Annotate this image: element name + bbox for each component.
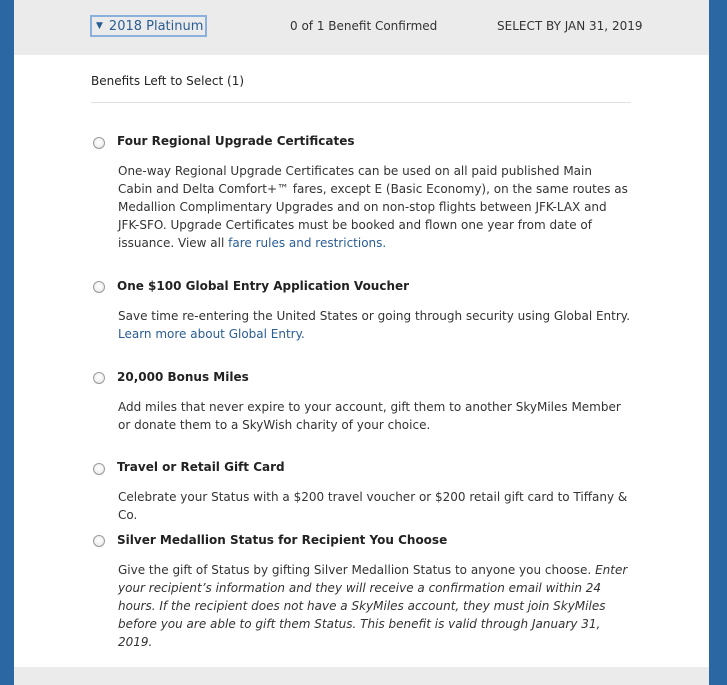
caret-down-icon: ▼ — [96, 21, 103, 31]
fare-rules-link[interactable]: fare rules and restrictions. — [228, 236, 387, 250]
section-title: Benefits Left to Select (1) — [91, 74, 245, 88]
tier-header-bar — [14, 0, 709, 55]
benefit-radio-global-entry[interactable] — [93, 281, 105, 293]
footer-strip — [14, 667, 709, 685]
benefit-radio-bonus-miles[interactable] — [93, 372, 105, 384]
benefit-title: 20,000 Bonus Miles — [117, 370, 249, 384]
divider — [91, 102, 631, 103]
benefit-description — [118, 162, 630, 252]
benefit-radio-gift-card[interactable] — [93, 463, 105, 475]
confirmed-count: 0 of 1 Benefit Confirmed — [290, 19, 438, 33]
benefit-description-text: One-way Regional Upgrade Certificates can be used on all paid published Main Cabin and Delta Comfort+™ fares, except E (Basic Economy), on the same routes as Medallion Complimentary Upgrades and on non-stop flights between JFK-LAX and JFK-SFO. Upgrade Certificates must be booked and flown one year from date of issuance. View all — [118, 164, 628, 250]
benefit-title: Silver Medallion Status for Recipient You Choose — [117, 533, 448, 547]
benefit-description-text: Give the gift of Status by gifting Silver Medallion Status to anyone you choose. — [118, 563, 596, 577]
benefit-title: Travel or Retail Gift Card — [117, 460, 285, 474]
tier-expand-toggle[interactable] — [90, 15, 207, 37]
benefit-description: Celebrate your Status with a $200 travel voucher or $200 retail gift card to Tiffany & Co. — [118, 490, 628, 522]
benefit-description — [118, 561, 630, 651]
benefit-description-text: Save time re-entering the United States or going through security using Global Entry. — [118, 309, 631, 323]
benefit-title: Four Regional Upgrade Certificates — [117, 134, 355, 148]
select-deadline: SELECT BY JAN 31, 2019 — [497, 19, 643, 33]
benefit-description: Add miles that never expire to your account, gift them to another SkyMiles Member or donate them to a SkyWish charity of your choice. — [118, 400, 621, 432]
benefit-radio-silver-medallion[interactable] — [93, 535, 105, 547]
global-entry-link[interactable]: Learn more about Global Entry. — [118, 327, 305, 341]
benefit-radio-upgrade-certificates[interactable] — [93, 137, 105, 149]
benefits-panel — [14, 0, 709, 685]
benefit-note: Enter your recipient’s information and they will receive a confirmation email within 24 hours. If the recipient does not have a SkyMiles account, they must join SkyMiles before you are able to gift them Status. This benefit is valid through January 31, 2019. — [118, 563, 628, 649]
tier-label: 2018 Platinum — [108, 18, 204, 34]
benefit-description — [118, 307, 630, 343]
benefit-title: One $100 Global Entry Application Voucher — [117, 279, 410, 293]
